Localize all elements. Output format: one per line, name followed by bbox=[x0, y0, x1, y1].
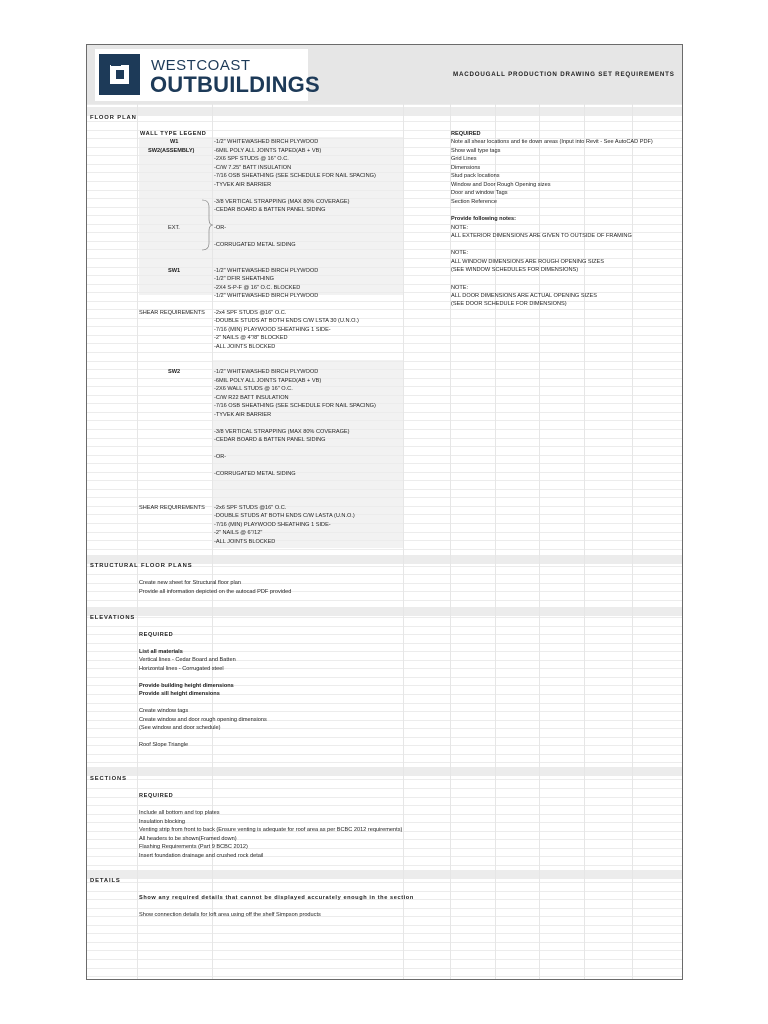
row-line bbox=[87, 771, 682, 772]
row-line bbox=[87, 352, 682, 353]
spec-line: -TYVEK AIR BARRIER bbox=[214, 412, 272, 418]
row-line bbox=[87, 874, 682, 875]
ext-label: EXT. bbox=[168, 225, 180, 231]
spec-line: -1/2" WHITEWASHED BIRCH PLYWOOD bbox=[214, 268, 319, 274]
spec-line: -OR- bbox=[214, 454, 227, 460]
row-line bbox=[87, 942, 682, 943]
sections-item: Insert foundation drainage and crushed rock detail bbox=[139, 853, 264, 859]
row-line bbox=[87, 908, 682, 909]
section-details: DETAILS bbox=[90, 878, 121, 884]
row-line bbox=[87, 463, 682, 464]
structural-item: Provide all information depicted on the autocad PDF provided bbox=[139, 589, 292, 595]
row-line bbox=[87, 335, 682, 336]
wall-sw1-label: SW1 bbox=[168, 268, 181, 274]
row-line bbox=[87, 532, 682, 533]
details-item: Show connection details for loft area using off the shelf Simpson products bbox=[139, 912, 321, 918]
row-line bbox=[87, 343, 682, 344]
spec-line: -2x4 SPF STUDS @16" O.C. bbox=[214, 310, 287, 316]
spec-line: -1/2" DFIR SHEATHING bbox=[214, 276, 275, 282]
spec-line: -2" NAILS @ 6"/12" bbox=[214, 530, 263, 536]
note-line: (SEE WINDOW SCHEDULES FOR DIMENSIONS) bbox=[451, 267, 579, 273]
spec-line: -6MIL POLY ALL JOINTS TAPED(AB + VB) bbox=[214, 148, 322, 154]
elevation-bold-item: Provide sill height dimensions bbox=[139, 691, 220, 697]
spec-line: -6MIL POLY ALL JOINTS TAPED(AB + VB) bbox=[214, 378, 322, 384]
row-line bbox=[87, 779, 682, 780]
row-line bbox=[87, 540, 682, 541]
sections-item: Venting strip from front to back (Ensure venting is adequate for roof area as per BCBC 2012 requirements) bbox=[139, 827, 403, 833]
logo-top-text: WESTCOAST bbox=[151, 57, 251, 74]
row-line bbox=[87, 326, 682, 327]
row-line bbox=[87, 523, 682, 524]
column-line bbox=[632, 104, 633, 980]
spec-line: -7/16 (MIN) PLAYWOOD SHEATHING 1 SIDE- bbox=[214, 327, 331, 333]
row-line bbox=[87, 207, 682, 208]
required-item: Note all shear locations and tie down areas (Input into Revit - See AutoCAD PDF) bbox=[451, 139, 653, 145]
note-line: NOTE: bbox=[451, 285, 469, 291]
spec-line: -2x6 SPF STUDS @16" O.C. bbox=[214, 505, 287, 511]
row-line bbox=[87, 275, 682, 276]
row-line bbox=[87, 121, 682, 122]
spec-line: -3/8 VERTICAL STRAPPING (MAX 80% COVERAGE) bbox=[214, 429, 350, 435]
row-line bbox=[87, 429, 682, 430]
sections-item: Include all bottom and top plates bbox=[139, 810, 220, 816]
row-line bbox=[87, 788, 682, 789]
row-line bbox=[87, 241, 682, 242]
required-item: Dimensions bbox=[451, 165, 481, 171]
note-line: (SEE DOOR SCHEDULE FOR DIMENSIONS) bbox=[451, 301, 567, 307]
spec-line: -CEDAR BOARD & BATTEN PANEL SIDING bbox=[214, 207, 326, 213]
row-line bbox=[87, 420, 682, 421]
row-line bbox=[87, 950, 682, 951]
row-line bbox=[87, 514, 682, 515]
required-item: Grid Lines bbox=[451, 156, 477, 162]
elevation-item: Roof Slope Triangle bbox=[139, 742, 189, 748]
row-line bbox=[87, 677, 682, 678]
row-line bbox=[87, 497, 682, 498]
row-line bbox=[87, 104, 682, 105]
spec-line: -1/2" WHITEWASHED BIRCH PLYWOOD bbox=[214, 293, 319, 299]
spec-line: -ALL JOINTS BLOCKED bbox=[214, 344, 276, 350]
row-line bbox=[87, 395, 682, 396]
row-line bbox=[87, 976, 682, 977]
spec-line: -C/W 7.25" BATT INSULATION bbox=[214, 165, 292, 171]
elevations-required-title: REQUIRED bbox=[139, 632, 174, 638]
row-line bbox=[87, 626, 682, 627]
spec-line: -7/16 OSB SHEATHING (SEE SCHEDULE FOR NAIL SPACING) bbox=[214, 403, 376, 409]
spec-line: -2" NAILS @ 4"/8" BLOCKED bbox=[214, 335, 288, 341]
row-line bbox=[87, 412, 682, 413]
materials-title: List all materials bbox=[139, 649, 183, 655]
required-item: Show wall type tags bbox=[451, 148, 501, 154]
wall-sw2-assembly-label: SW2(ASSEMBLY) bbox=[148, 148, 195, 154]
sections-item: Insulation blocking bbox=[139, 819, 186, 825]
spec-line: -CEDAR BOARD & BATTEN PANEL SIDING bbox=[214, 437, 326, 443]
row-line bbox=[87, 617, 682, 618]
row-line bbox=[87, 190, 682, 191]
row-line bbox=[87, 968, 682, 969]
row-line bbox=[87, 574, 682, 575]
company-logo bbox=[95, 49, 320, 101]
row-line bbox=[87, 489, 682, 490]
shear-requirements-label: SHEAR REQUIREMENTS bbox=[139, 505, 205, 511]
section-sections: SECTIONS bbox=[90, 776, 127, 782]
row-line bbox=[87, 403, 682, 404]
logo-bottom-text: OUTBUILDINGS bbox=[150, 72, 320, 97]
elevation-item: (See window and door schedule) bbox=[139, 725, 221, 731]
shear-requirements-label: SHEAR REQUIREMENTS bbox=[139, 310, 205, 316]
row-line bbox=[87, 865, 682, 866]
spec-line: -2X6 WALL STUDS @ 16" O.C. bbox=[214, 386, 293, 392]
row-line bbox=[87, 891, 682, 892]
spec-line: -7/16 (MIN) PLAYWOOD SHEATHING 1 SIDE- bbox=[214, 522, 331, 528]
row-line bbox=[87, 198, 682, 199]
spec-line: -CORRUGATED METAL SIDING bbox=[214, 471, 296, 477]
row-line bbox=[87, 703, 682, 704]
elevation-item: Create window and door rough opening dimensions bbox=[139, 717, 267, 723]
spec-line: -C/W R22 BATT INSULATION bbox=[214, 395, 289, 401]
row-line bbox=[87, 557, 682, 558]
row-line bbox=[87, 438, 682, 439]
brace-icon bbox=[200, 199, 214, 251]
required-title: REQUIRED bbox=[451, 131, 481, 137]
required-item: Section Reference bbox=[451, 199, 498, 205]
row-line bbox=[87, 609, 682, 610]
spec-line: -DOUBLE STUDS AT BOTH ENDS C/W LSTA 30 (U.N.O.) bbox=[214, 318, 359, 324]
spec-line: -CORRUGATED METAL SIDING bbox=[214, 242, 296, 248]
notes-title: Provide following notes: bbox=[451, 216, 516, 222]
required-item: Door and window Tags bbox=[451, 190, 508, 196]
sections-item: All headers to be shown(Framed down) bbox=[139, 836, 237, 842]
note-line: NOTE: bbox=[451, 225, 469, 231]
row-line bbox=[87, 600, 682, 601]
spec-line: -ALL JOINTS BLOCKED bbox=[214, 539, 276, 545]
row-line bbox=[87, 634, 682, 635]
section-band bbox=[87, 107, 682, 116]
row-line bbox=[87, 113, 682, 114]
required-item: Stud pack locations bbox=[451, 173, 500, 179]
note-line: ALL DOOR DIMENSIONS ARE ACTUAL OPENING SIZES bbox=[451, 293, 597, 299]
spec-line: -1/2" WHITEWASHED BIRCH PLYWOOD bbox=[214, 369, 319, 375]
sections-item: Flashing Requirements (Part 9 BCBC 2012) bbox=[139, 844, 248, 850]
spec-line: -2X6 SPF STUDS @ 16" O.C. bbox=[214, 156, 289, 162]
row-line bbox=[87, 155, 682, 156]
row-line bbox=[87, 805, 682, 806]
column-line bbox=[403, 104, 404, 980]
row-line bbox=[87, 933, 682, 934]
row-line bbox=[87, 386, 682, 387]
row-line bbox=[87, 181, 682, 182]
elevation-bold-item: Provide building height dimensions bbox=[139, 683, 234, 689]
elevation-item: Create window tags bbox=[139, 708, 189, 714]
spec-line: -DOUBLE STUDS AT BOTH ENDS C/W LASTA (U.N.O.) bbox=[214, 513, 355, 519]
spec-line: -TYVEK AIR BARRIER bbox=[214, 182, 272, 188]
wall-sw2-label: SW2 bbox=[168, 369, 181, 375]
section-structural-floor-plans: STRUCTURAL FLOOR PLANS bbox=[90, 563, 193, 569]
sections-required-title: REQUIRED bbox=[139, 793, 174, 799]
wall-w1-label: W1 bbox=[170, 139, 179, 145]
row-line bbox=[87, 472, 682, 473]
row-line bbox=[87, 549, 682, 550]
spec-line: -1/2" WHITEWASHED BIRCH PLYWOOD bbox=[214, 139, 319, 145]
row-line bbox=[87, 215, 682, 216]
row-line bbox=[87, 737, 682, 738]
section-band bbox=[87, 870, 682, 879]
row-line bbox=[87, 455, 682, 456]
section-elevations: ELEVATIONS bbox=[90, 615, 136, 621]
structural-item: Create new sheet for Structural floor plan bbox=[139, 580, 241, 586]
spreadsheet-sheet bbox=[86, 44, 683, 980]
required-item: Window and Door Rough Opening sizes bbox=[451, 182, 551, 188]
row-line bbox=[87, 284, 682, 285]
row-line bbox=[87, 643, 682, 644]
spec-line: -3/8 VERTICAL STRAPPING (MAX 80% COVERAGE) bbox=[214, 199, 350, 205]
section-floor-plan: FLOOR PLAN bbox=[90, 115, 137, 121]
row-line bbox=[87, 480, 682, 481]
row-line bbox=[87, 172, 682, 173]
column-line bbox=[137, 104, 138, 980]
note-line: NOTE: bbox=[451, 250, 469, 256]
row-line bbox=[87, 925, 682, 926]
row-line bbox=[87, 446, 682, 447]
spec-line: -7/16 OSB SHEATHING (SEE SCHEDULE FOR NAIL SPACING) bbox=[214, 173, 376, 179]
row-line bbox=[87, 318, 682, 319]
row-line bbox=[87, 164, 682, 165]
row-line bbox=[87, 378, 682, 379]
row-line bbox=[87, 762, 682, 763]
spec-line: -OR- bbox=[214, 225, 227, 231]
details-bold-item: Show any required details that cannot be displayed accurately enough in the section bbox=[139, 895, 414, 901]
row-line bbox=[87, 361, 682, 362]
row-line bbox=[87, 301, 682, 302]
logo-mark-icon bbox=[99, 54, 140, 95]
spec-line: -2X4 S-P-F @ 16" O.C. BLOCKED bbox=[214, 285, 301, 291]
row-line bbox=[87, 249, 682, 250]
material-item: Vertical lines - Cedar Board and Batten bbox=[139, 657, 236, 663]
row-line bbox=[87, 882, 682, 883]
row-line bbox=[87, 959, 682, 960]
note-line: ALL EXTERIOR DIMENSIONS ARE GIVEN TO OUTSIDE OF FRAMING bbox=[451, 233, 632, 239]
row-line bbox=[87, 754, 682, 755]
document-title: MACDOUGALL PRODUCTION DRAWING SET REQUIREMENTS bbox=[453, 71, 675, 78]
note-line: ALL WINDOW DIMENSIONS ARE ROUGH OPENING SIZES bbox=[451, 259, 605, 265]
material-item: Horizontal lines - Corrugated steel bbox=[139, 666, 224, 672]
wall-type-legend-title: WALL TYPE LEGEND bbox=[140, 131, 207, 137]
row-line bbox=[87, 797, 682, 798]
